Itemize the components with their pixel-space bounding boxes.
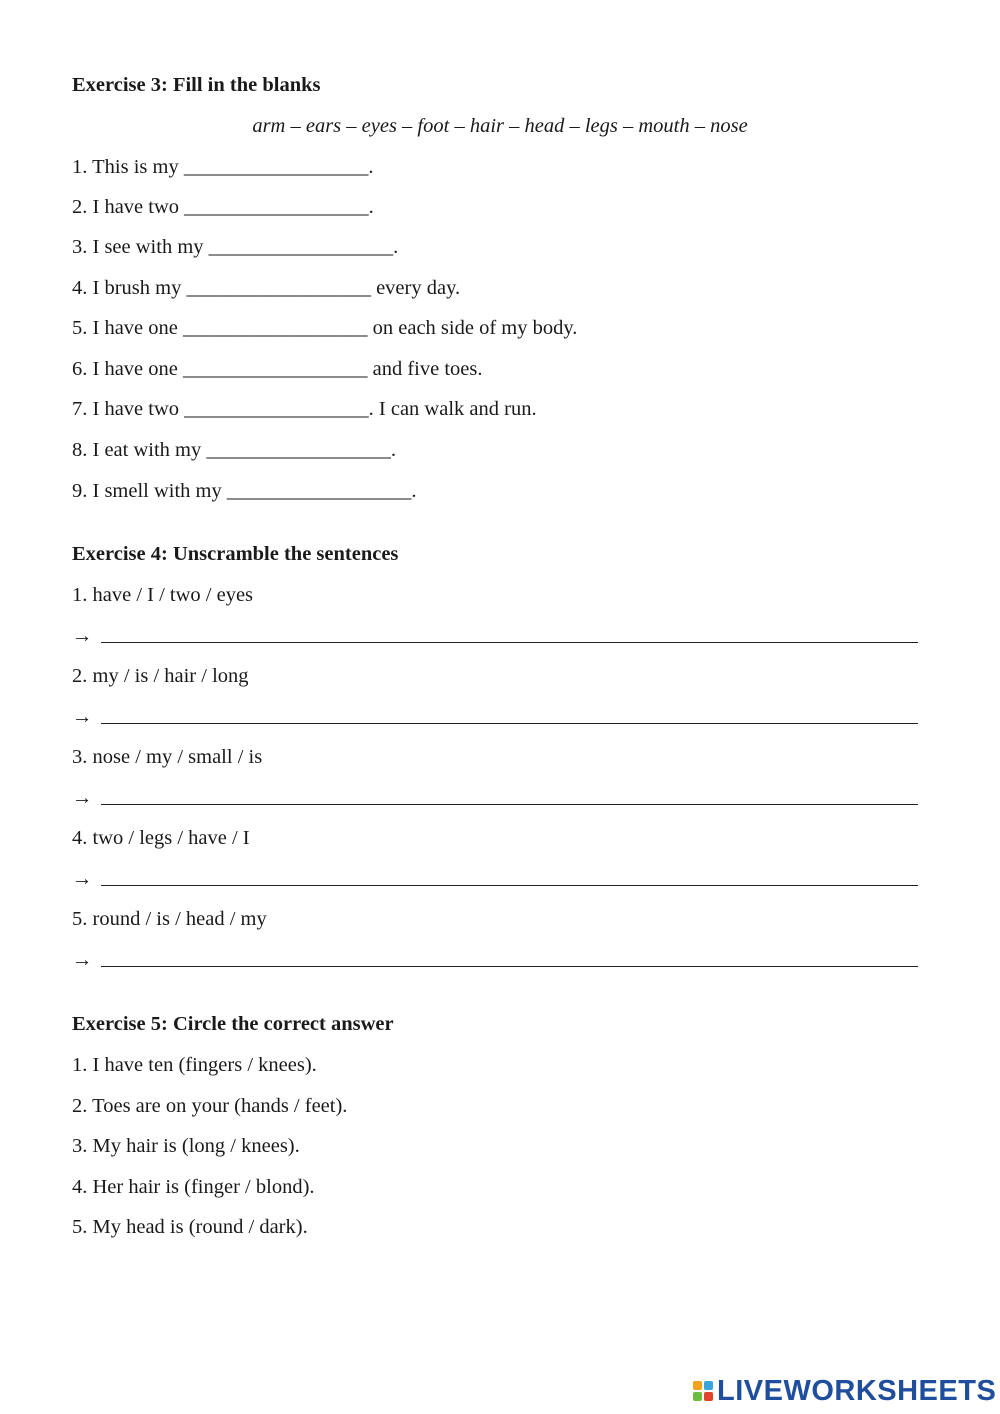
- answer-rule[interactable]: [101, 948, 919, 967]
- unscramble-prompt: 1. have / I / two / eyes: [72, 584, 254, 606]
- liveworksheets-logo: [693, 1376, 996, 1406]
- exercise-3-item: 3. I see with my __________________.: [72, 236, 399, 258]
- unscramble-prompt: 4. two / legs / have / I: [72, 827, 250, 849]
- exercise-3-item: 9. I smell with my __________________.: [72, 480, 417, 502]
- arrow-icon: →: [72, 706, 93, 728]
- answer-rule[interactable]: [101, 624, 919, 643]
- exercise-3-item: 7. I have two __________________. I can walk and run.: [72, 398, 537, 420]
- logo-mark-icon: [693, 1381, 713, 1401]
- logo-square: [704, 1381, 713, 1390]
- answer-line[interactable]: [72, 624, 918, 648]
- exercise-3-heading: Exercise 3: Fill in the blanks: [72, 74, 321, 96]
- unscramble-prompt: 3. nose / my / small / is: [72, 746, 263, 768]
- exercise-3-item: 6. I have one __________________ and five toes.: [72, 358, 483, 380]
- arrow-icon: →: [72, 625, 93, 647]
- exercise-3-item: 4. I brush my __________________ every day.: [72, 277, 461, 299]
- exercise-3-item: 8. I eat with my __________________.: [72, 439, 396, 461]
- answer-line[interactable]: [72, 786, 918, 810]
- unscramble-prompt: 2. my / is / hair / long: [72, 665, 249, 687]
- circle-answer-item[interactable]: 4. Her hair is (finger / blond).: [72, 1176, 315, 1198]
- arrow-icon: →: [72, 949, 93, 971]
- arrow-icon: →: [72, 868, 93, 890]
- exercise-3-item: 5. I have one __________________ on each side of my body.: [72, 317, 578, 339]
- logo-square: [693, 1381, 702, 1390]
- exercise-3-item: 1. This is my __________________.: [72, 156, 374, 178]
- logo-square: [693, 1392, 702, 1401]
- answer-line[interactable]: [72, 948, 918, 972]
- answer-rule[interactable]: [101, 867, 919, 886]
- answer-rule[interactable]: [101, 705, 919, 724]
- word-bank: arm – ears – eyes – foot – hair – head – legs – mouth – nose: [252, 115, 748, 137]
- exercise-3-item: 2. I have two __________________.: [72, 196, 374, 218]
- answer-line[interactable]: [72, 705, 918, 729]
- answer-rule[interactable]: [101, 786, 919, 805]
- circle-answer-item[interactable]: 3. My hair is (long / knees).: [72, 1135, 300, 1157]
- exercise-5-heading: Exercise 5: Circle the correct answer: [72, 1013, 394, 1035]
- logo-square: [704, 1392, 713, 1401]
- circle-answer-item[interactable]: 5. My head is (round / dark).: [72, 1216, 308, 1238]
- exercise-4-heading: Exercise 4: Unscramble the sentences: [72, 543, 399, 565]
- arrow-icon: →: [72, 787, 93, 809]
- unscramble-prompt: 5. round / is / head / my: [72, 908, 267, 930]
- answer-line[interactable]: [72, 867, 918, 891]
- circle-answer-item[interactable]: 1. I have ten (fingers / knees).: [72, 1054, 317, 1076]
- logo-text: LIVEWORKSHEETS: [717, 1375, 997, 1407]
- circle-answer-item[interactable]: 2. Toes are on your (hands / feet).: [72, 1095, 348, 1117]
